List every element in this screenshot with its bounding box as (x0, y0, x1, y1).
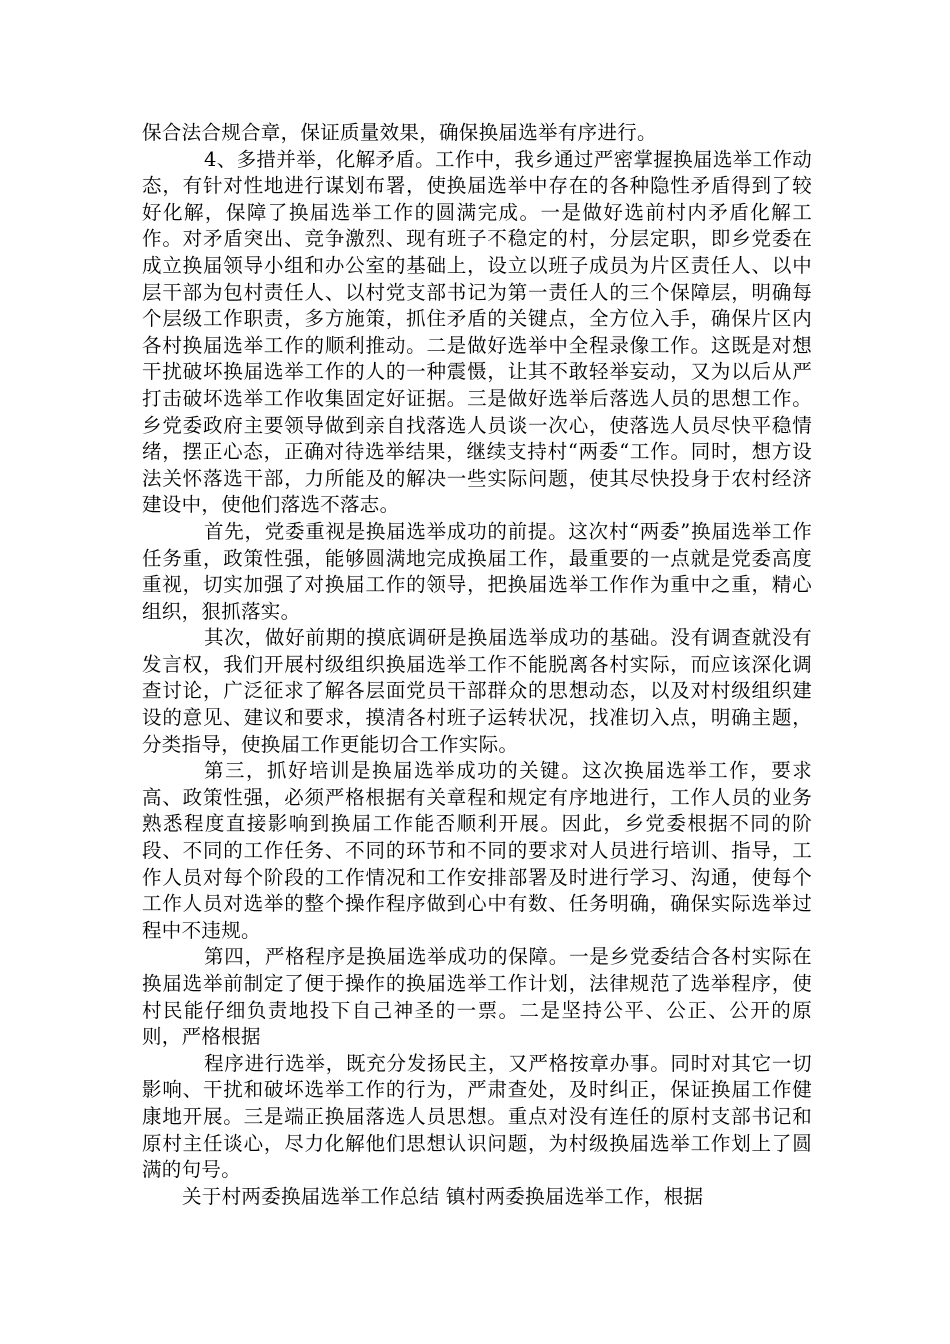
paragraph-1: 保合法合规合章，保证质量效果，确保换届选举有序进行。 (142, 121, 657, 144)
paragraph-8: 关于村两委换届选举工作总结 镇村两委换届选举工作，根据 (182, 1184, 704, 1208)
document-page (142, 120, 812, 1210)
paragraph-3: 首先，党委重视是换届选举成功的前提。这次村“两委”换届选举工作任务重，政策性强，能够圆满地完成换届工作，最重要的一点就是党委高度重视，切实加强了对换届工作的领导，把换届选举工作作为重中之重，精心组织，狠抓落实。 (142, 519, 812, 623)
paragraph-6: 第四，严格程序是换届选举成功的保障。一是乡党委结合各村实际在换届选举前制定了便于操作的换届选举工作计划，法律规范了选举程序，使村民能仔细负责地投下自己神圣的一票。二是坚持公平、公正、公开的原则，严格根据 (142, 945, 812, 1049)
paragraph-2: 4、多措并举，化解矛盾。工作中，我乡通过严密掌握换届选举工作动态，有针对性地进行谋划布署，使换届选举中存在的各种隐性矛盾得到了较好化解，保障了换届选举工作的圆满完成。一是做好选前村内矛盾化解工作。对矛盾突出、竞争激烈、现有班子不稳定的村，分层定职，即乡党委在成立换届领导小组和办公室的基础上，设立以班子成员为片区责任人、以中层干部为包村责任人、以村党支部书记为第一责任人的三个保障层，明确每个层级工作职责，多方施策，抓住矛盾的关键点，全方位入手，确保片区内各村换届选举工作的顺利推动。二是做好选举中全程录像工作。这既是对想干扰破坏换届选举工作的人的一种震慑，让其不敢轻举妄动，又为以后从严打击破坏选举工作收集固定好证据。三是做好选举后落选人员的思想工作。乡党委政府主要领导做到亲自找落选人员谈一次心，使落选人员尽快平稳情绪，摆正心态，正确对待选举结果，继续支持村“两委“工作。同时，想方设法关怀落选干部，力所能及的解决一些实际问题，使其尽快投身于农村经济建设中，使他们落选不落志。 (142, 147, 812, 517)
paragraph-4: 其次，做好前期的摸底调研是换届选举成功的基础。没有调查就没有发言权，我们开展村级组织换届选举工作不能脱离各村实际，而应该深化调查讨论，广泛征求了解各层面党员干部群众的思想动态，以及对村级组织建设的意见、建议和要求，摸清各村班子运转状况，找准切入点，明确主题，分类指导，使换届工作更能切合工作实际。 (142, 626, 812, 756)
paragraph-5: 第三，抓好培训是换届选举成功的关键。这次换届选举工作，要求高、政策性强，必须严格根据有关章程和规定有序地进行，工作人员的业务熟悉程度直接影响到换届工作能否顺利开展。因此，乡党委根据不同的阶段、不同的工作任务、不同的环节和不同的要求对人员进行培训、指导，工作人员对每个阶段的工作情况和工作安排部署及时进行学习、沟通，使每个工作人员对选举的整个操作程序做到心中有数、任务明确，确保实际选举过程中不违规。 (142, 759, 812, 942)
paragraph-7: 程序进行选举，既充分发扬民主，又严格按章办事。同时对其它一切影响、干扰和破坏选举工作的行为，严肃查处，及时纠正，保证换届工作健康地开展。三是端正换届落选人员思想。重点对没有连任的原村支部书记和原村主任谈心，尽力化解他们思想认识问题，为村级换届选举工作划上了圆满的句号。 (142, 1051, 812, 1182)
